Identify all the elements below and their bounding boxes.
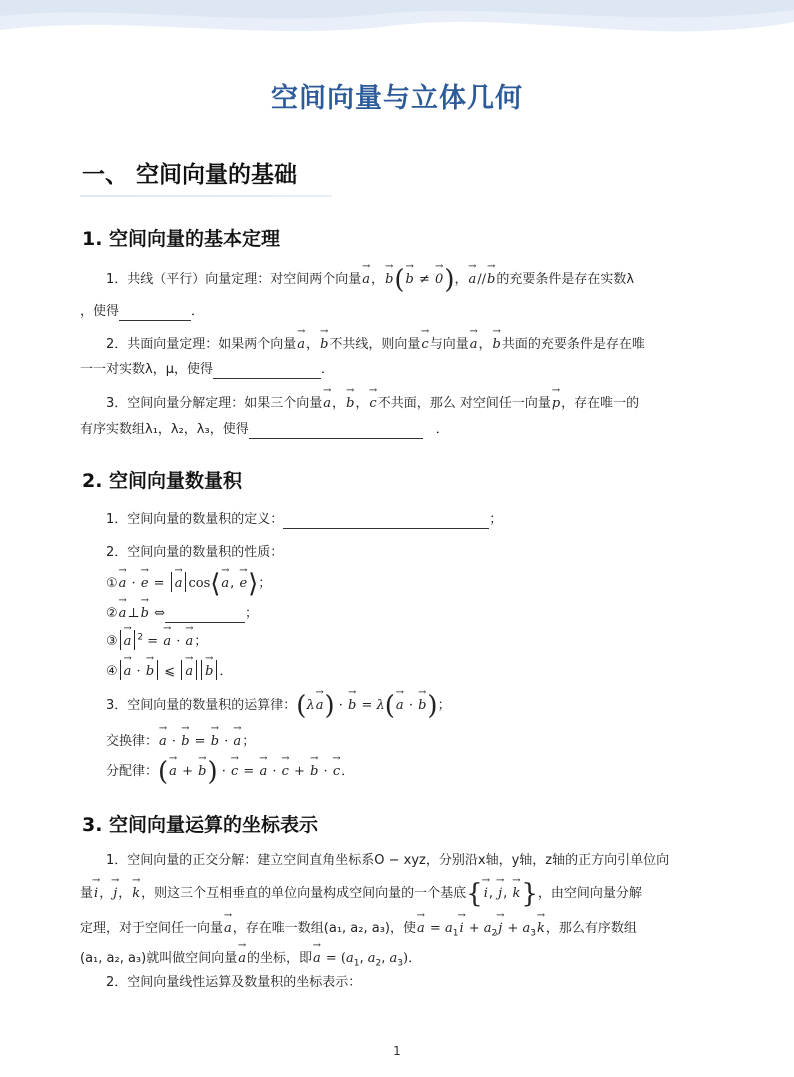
- subsection-title-2: 2. 空间向量数量积: [82, 470, 243, 492]
- property-1: ①→ a · → e = → a cos⟨→ a, → e⟩；: [106, 570, 271, 594]
- property-3: ③→ a $^2$ = → a · → a；: [106, 628, 207, 651]
- paragraph-dot-definition: 1．空间向量的数量积的定义： ；: [106, 512, 503, 527]
- paragraph-collinear: 1．共线（平行）向量定理：对空间两个向量→ a，→ b(→ b ≠ → 0)，→ a//→ b的充要条件是存在实数λ: [106, 266, 634, 290]
- property-2: ②→ a⊥→ b ⇔ ；: [106, 600, 258, 623]
- paragraph-coplanar-cont: 一一对实数λ，μ，使得 ．: [80, 362, 334, 377]
- law-distributive: 分配律：(→ a + → b) · → c = → a · → c + → b · → c．: [106, 758, 354, 782]
- paragraph-orthogonal: 1．空间向量的正交分解：建立空间直角坐标系O − xyz，分别沿x轴，y轴，z轴的正方向引单位向: [106, 853, 670, 868]
- paragraph-decomposition-cont: 有序实数组λ₁，λ₂，λ₃，使得 ．: [80, 422, 449, 437]
- section-title: 一、 空间向量的基础: [82, 162, 298, 188]
- paragraph-coplanar: 2．共面向量定理：如果两个向量→ a，→ b不共线，则向量→ c与向量→ a，→ b共面的充要条件是存在唯: [106, 331, 645, 354]
- paragraph-orthogonal-cont-3: (a₁, a₂, a₃)就叫做空间向量→ a的坐标，即→ $a = (a_1$, $a_2$, $a_3$)．: [80, 945, 421, 974]
- page-number: 1: [393, 1044, 401, 1058]
- paragraph-orthogonal-cont-2: 定理，对于空间任一向量→ a，存在唯一数组(a₁, a₂, a₃)，使→ $a = a_1\to i + a_2\to j + a_3\to k$，那么有序数组: [80, 915, 637, 944]
- property-4: ④→ a · → b ⩽ → a→ b ．: [106, 658, 232, 681]
- paragraph-dot-laws: 3．空间向量的数量积的运算律：(λ→ a) · → b = λ(→ a · → b)；: [106, 692, 451, 716]
- paragraph-coordinate-ops: 2．空间向量线性运算及数量积的坐标表示：: [106, 975, 362, 990]
- paragraph-decomposition: 3．空间向量分解定理：如果三个向量→ a，→ b，→ c不共面，那么 对空间任一向量→ p，存在唯一的: [106, 390, 639, 413]
- header-wave-decoration: [0, 0, 794, 60]
- document-title: 空间向量与立体几何: [271, 83, 523, 114]
- paragraph-collinear-cont: ，使得 ．: [80, 304, 205, 319]
- subsection-title-3: 3. 空间向量运算的坐标表示: [82, 814, 319, 836]
- subsection-title-1: 1. 空间向量的基本定理: [82, 228, 281, 250]
- paragraph-orthogonal-cont-1: 量→ i，→ j，→ k，则这三个互相垂直的单位向量构成空间向量的一个基底{→ i, → j, → k}，由空间向量分解: [80, 880, 642, 904]
- paragraph-dot-properties: 2．空间向量的数量积的性质：: [106, 545, 284, 560]
- law-commutative: 交换律：→ a · → b = → b · → a；: [106, 728, 255, 751]
- section-underline: [80, 195, 332, 197]
